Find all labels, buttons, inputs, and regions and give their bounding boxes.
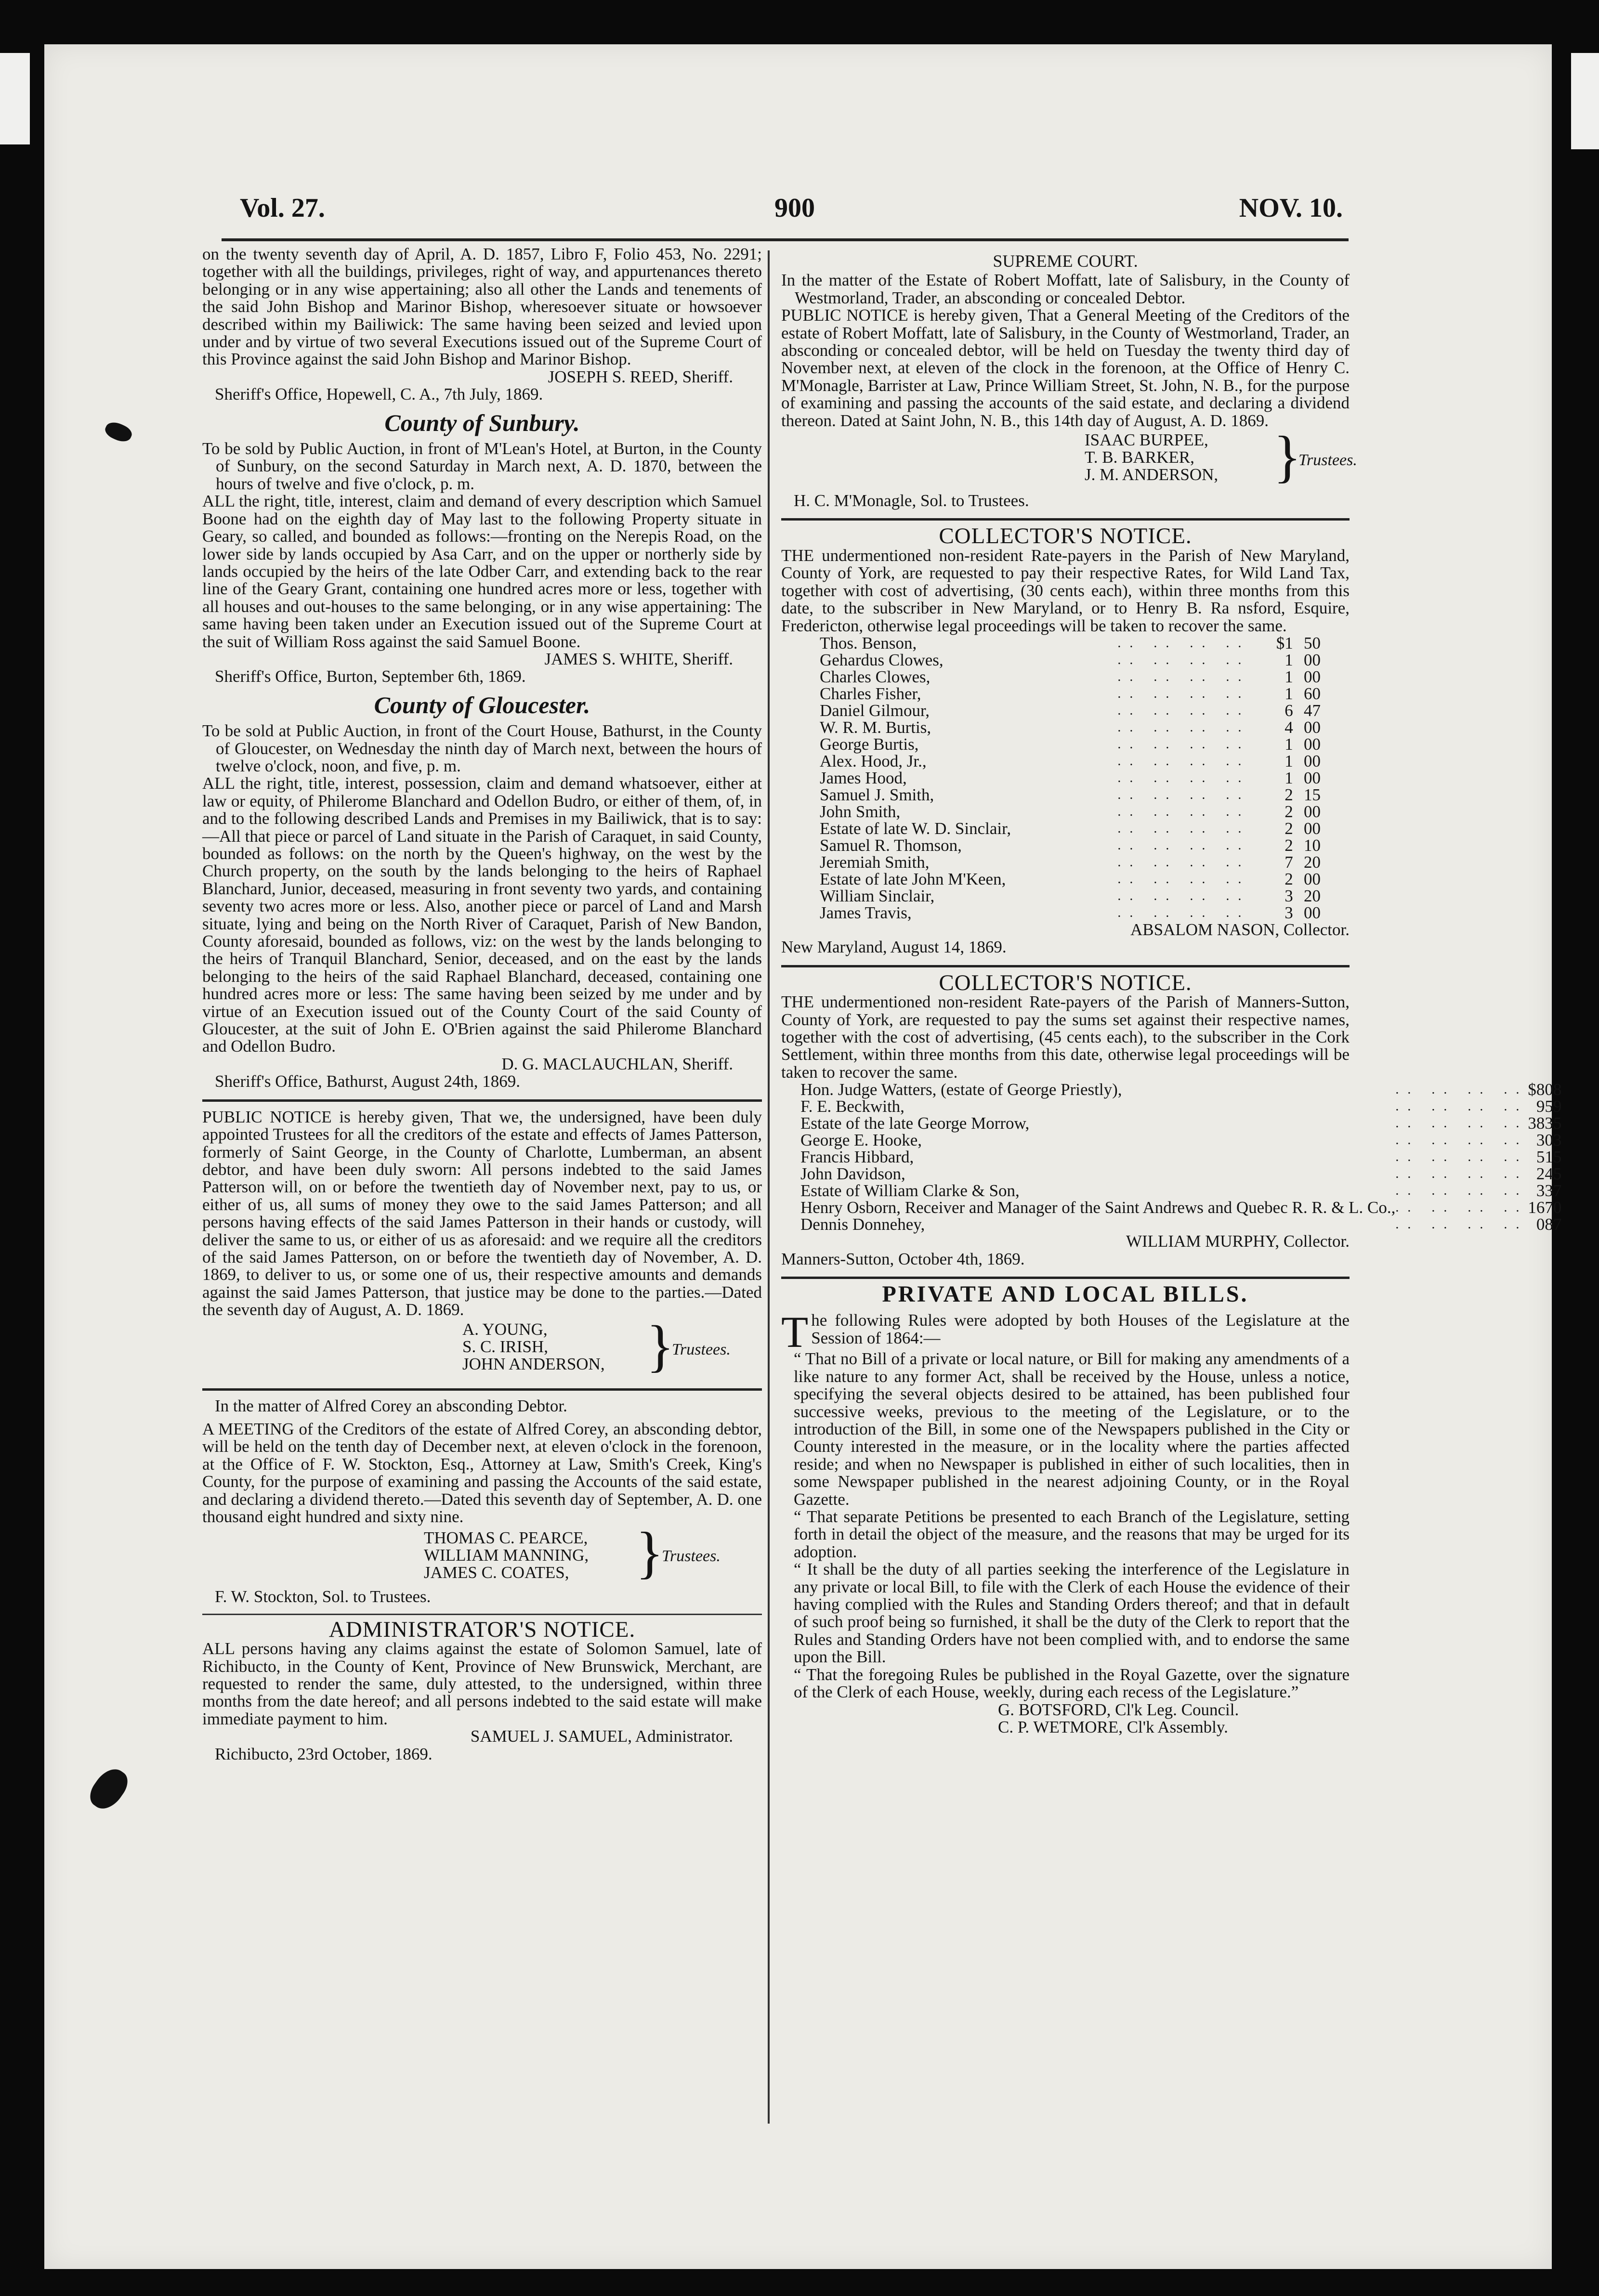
section-rule [781, 1277, 1350, 1279]
left-column [202, 246, 762, 1763]
issue-date: NOV. 10. [1239, 193, 1343, 223]
amount-cents: 00 [1304, 768, 1321, 787]
rate-row [820, 685, 1330, 702]
private-bills-heading: PRIVATE AND LOCAL BILLS. [882, 1281, 1249, 1307]
amount-dollars: 1 [1284, 650, 1293, 669]
brace-glyph: } [636, 1520, 664, 1585]
ratepayer-name: Estate of William Clarke & Son, [800, 1181, 1020, 1200]
supreme-court-title: In the matter of the Estate of Robert Moffatt, late of Salisbury, in the County of Westmorland, Trader, an absconding or concealed Debtor. [781, 271, 1350, 307]
leader-dots: .. .. .. .. [1117, 635, 1250, 651]
amount-dollars: 2 [1284, 819, 1293, 838]
amount-dollars: 2 [1284, 869, 1293, 888]
rate-row [820, 854, 1330, 871]
rate-row [820, 871, 1330, 887]
amount-cents: 03 [1545, 1131, 1562, 1150]
ratepayer-name: Estate of the late George Morrow, [800, 1114, 1030, 1133]
sunbury-office: Sheriff's Office, Burton, September 6th, 1869. [215, 667, 526, 686]
amount-dollars: 2 [1284, 835, 1293, 855]
ratepayer-name: Jeremiah Smith, [820, 852, 930, 872]
administrator-heading: ADMINISTRATOR'S NOTICE. [328, 1617, 636, 1642]
amount-cents: 20 [1304, 886, 1321, 905]
rate-row [820, 904, 1330, 921]
collector-signer: WILLIAM MURPHY, Collector. [1126, 1232, 1350, 1251]
supreme-solicitor: H. C. M'Monagle, Sol. to Trustees. [794, 491, 1029, 510]
private-bills-rule: “ It shall be the duty of all parties seeking the interference of the Legislature in any private or local Bill, to file with the Clerk of each House the evidence of their having complied with the Rules and Standing Orders thereof; and that in default of such proof being so furnished, it shall be the duty of the Clerk to report that the Rules and Standing Orders have not been complied with, and to endorse the same upon the Bill. [794, 1560, 1350, 1667]
supreme-trustees [781, 424, 1357, 490]
rate-row [800, 1081, 1571, 1098]
rate-row [800, 1216, 1571, 1233]
section-rule [202, 1614, 762, 1615]
leader-dots: .. .. .. .. [1395, 1099, 1528, 1114]
private-bills-rule: “ That no Bill of a private or local nature, or Bill for making any amendments of a like nature to any former Act, shall be received by the House, unless a notice, specifying the several objects desired to be attained, has been published four successive weeks, previous to the meeting of the Legislature, or to the introduction of the Bill, in some one of the Newspapers published in the City or County interested in the measure, or in the locality where the parties affected reside; and when no Newspaper is published in either of such localities, then in some Newspaper published in the nearest adjoining County, or in the Royal Gazette. [794, 1349, 1350, 1509]
rate-row [800, 1165, 1571, 1182]
amount-dollars: 3 [1536, 1181, 1545, 1200]
ratepayer-name: Samuel J. Smith, [820, 785, 934, 804]
collector-office: New Maryland, August 14, 1869. [781, 938, 1007, 957]
carryover-signer: JOSEPH S. REED, Sheriff. [548, 367, 733, 386]
leader-dots: .. .. .. .. [1117, 837, 1250, 853]
rate-row [820, 702, 1330, 719]
leader-dots: .. .. .. .. [1395, 1166, 1528, 1182]
collector-office: Manners-Sutton, October 4th, 1869. [781, 1249, 1025, 1268]
trustee-name: J. M. ANDERSON, [1085, 465, 1219, 484]
amount-dollars: 1 [1284, 768, 1293, 787]
amount-cents: 45 [1545, 1164, 1562, 1184]
rate-row [820, 770, 1330, 786]
corey-trustees [202, 1520, 762, 1586]
drop-cap: T [781, 1307, 809, 1357]
ratepayer-name: Francis Hibbard, [800, 1148, 914, 1167]
amount-cents: 20 [1304, 852, 1321, 872]
amount-dollars: 2 [1284, 802, 1293, 821]
leader-dots: .. .. .. .. [1395, 1133, 1528, 1148]
leader-dots: .. .. .. .. [1117, 736, 1250, 752]
ratepayer-name: Samuel R. Thomson, [820, 835, 962, 855]
patterson-trustees [202, 1313, 762, 1380]
ratepayer-name: George Burtis, [820, 734, 919, 754]
amount-dollars: 1 [1284, 734, 1293, 754]
patterson-notice: PUBLIC NOTICE is hereby given, That we, the undersigned, have been duly appointed Trustees for all the creditors of the estate and effects of James Patterson, formerly of Saint George, in the County of Charlotte, Lumberman, an absent debtor, and have been duly sworn: All persons indebted to the said James Patterson will, on or before the twentieth day of November next, pay to us, or either of us, all sums of money they owe to the said James Patterson; and all persons having effects of the said James Patterson in their hands or custody, will deliver the same to us, or either of us as aforesaid: and we require all the creditors of the said James Patterson, on or before the twentieth day of November, A. D. 1869, to deliver to us, or some one of us, their respective amounts and demands against the said James Patterson, that justice may be done to the parties.—Dated the seventh day of August, A. D. 1869. [202, 1107, 762, 1319]
rate-row [800, 1182, 1571, 1199]
rate-row [800, 1098, 1571, 1115]
supreme-court-heading: SUPREME COURT. [993, 251, 1138, 271]
corey-solicitor: F. W. Stockton, Sol. to Trustees. [215, 1587, 431, 1606]
rate-row [820, 753, 1330, 770]
section-rule [202, 1099, 762, 1102]
sunbury-body: ALL the right, title, interest, claim and demand of every description which Samuel Boone had on the eighth day of May last to the following Property situate in Geary, so called, and bounded as follows:—fronting on the Nerepis Road, on the lower side by lands occupied by Asa Carr, and on the upper or northerly side by lands occupied by the heirs of the late Odber Carr, and extending back to the rear line of the Geary Grant, containing one hundred acres more or less, together with all houses and out-houses to the same belonging, or in any wise appertaining: The same having been taken under an Execution issued out of the Supreme Court at the suit of William Ross against the said Samuel Boone. [202, 492, 762, 651]
leader-dots: .. .. .. .. [1117, 821, 1250, 836]
leader-dots: .. .. .. .. [1117, 686, 1250, 701]
amount-cents: 47 [1304, 701, 1321, 720]
amount-dollars: $8 [1528, 1080, 1545, 1099]
sunbury-intro: To be sold by Public Auction, in front of M'Lean's Hotel, at Burton, in the County of Sunbury, on the second Saturday in March next, A. D. 1870, between the hours of twelve and five o'clock, p. m. [202, 439, 762, 493]
clerk-signer: C. P. WETMORE, Cl'k Assembly. [998, 1717, 1228, 1736]
leader-dots: .. .. .. .. [1117, 669, 1250, 684]
amount-dollars: 4 [1284, 718, 1293, 737]
collector-heading: COLLECTOR'S NOTICE. [939, 970, 1192, 995]
amount-dollars: 7 [1284, 852, 1293, 872]
section-rule [202, 1388, 762, 1391]
trustee-name: WILLIAM MANNING, [424, 1546, 589, 1565]
ratepayer-name: F. E. Beckwith, [800, 1097, 904, 1116]
gloucester-heading: County of Gloucester. [374, 691, 590, 718]
amount-cents: 10 [1304, 835, 1321, 855]
trustee-name: THOMAS C. PEARCE, [424, 1528, 588, 1548]
rate-row [820, 736, 1330, 753]
carryover-text: on the twenty seventh day of April, A. D. 1857, Libro F, Folio 453, No. 2291; together with all the buildings, privileges, right of way, and appurtenances thereto belonging or in any wise appertaining; also all other the Lands and tenements of the said John Bishop and Marinor Bishop, wheresoever situate or howsoever described within my Bailiwick: The same having been seized and levied upon under and by virtue of two several Executions issued out of the Supreme Court of this Province against the said John Bishop and Marinor Bishop. [202, 245, 762, 369]
gloucester-intro: To be sold at Public Auction, in front of the Court House, Bathurst, in the County of Gloucester, on Wednesday the ninth day of March next, between the hours of twelve o'clock, noon, and five, p. m. [202, 721, 762, 775]
rate-row [800, 1199, 1571, 1216]
leader-dots: .. .. .. .. [1117, 854, 1250, 870]
amount-dollars: 9 [1536, 1097, 1545, 1116]
clerk-signer: G. BOTSFORD, Cl'k Leg. Council. [998, 1700, 1239, 1719]
leader-dots: .. .. .. .. [1395, 1116, 1528, 1131]
rate-row [820, 837, 1330, 854]
trustee-name: ISAAC BURPEE, [1085, 430, 1208, 450]
trustee-name: T. B. BARKER, [1085, 448, 1194, 467]
collector-signer: ABSALOM NASON, Collector. [1130, 920, 1350, 939]
ratepayer-name: W. R. M. Burtis, [820, 718, 931, 737]
page-edge-tab-left [0, 53, 30, 144]
trustees-label: Trustees. [672, 1340, 731, 1358]
amount-dollars: 5 [1536, 1148, 1545, 1167]
collector-heading: COLLECTOR'S NOTICE. [939, 523, 1192, 549]
section-rule [781, 518, 1350, 521]
volume-label: Vol. 27. [240, 193, 325, 223]
amount-dollars: 3 [1284, 886, 1293, 905]
collector-notice: THE undermentioned non-resident Rate-payers of the Parish of Manners-Sutton, County of York, are requested to pay the sums set against their respective names, together with the cost of advertising, (45 cents each), to the subscriber in the Cork Settlement, within three months from this date, otherwise legal proceedings will be taken to recover the same. [781, 992, 1350, 1082]
header-rule [222, 238, 1349, 241]
amount-cents: 50 [1304, 633, 1321, 652]
ratepayer-name: James Hood, [820, 768, 907, 787]
amount-cents: 08 [1545, 1080, 1562, 1099]
leader-dots: .. .. .. .. [1395, 1217, 1528, 1232]
amount-cents: 87 [1545, 1215, 1562, 1234]
leader-dots: .. .. .. .. [1395, 1200, 1528, 1215]
intro-text: he following Rules were adopted by both Houses of the Legislature at the Session of 1864:— [811, 1311, 1350, 1347]
trustee-name: S. C. IRISH, [462, 1337, 548, 1356]
ratepayer-name: Henry Osborn, Receiver and Manager of the Saint Andrews and Quebec R. R. & L. Co., [800, 1198, 1396, 1217]
amount-cents: 60 [1304, 684, 1321, 703]
amount-dollars: 2 [1536, 1164, 1545, 1184]
rate-row [800, 1115, 1571, 1132]
amount-cents: 00 [1304, 802, 1321, 821]
ratepayer-name: Estate of late John M'Keen, [820, 869, 1006, 888]
amount-dollars: 1 [1284, 684, 1293, 703]
rate-row [820, 635, 1330, 652]
leader-dots: .. .. .. .. [1117, 888, 1250, 903]
private-bills-rule: “ That the foregoing Rules be published in the Royal Gazette, over the signature of the Clerk of each House, weekly, during each recess of the Legislature.” [794, 1665, 1350, 1702]
amount-cents: 59 [1545, 1097, 1562, 1116]
amount-dollars: 0 [1536, 1215, 1545, 1234]
rate-row [800, 1132, 1571, 1148]
rate-row [820, 786, 1330, 803]
gloucester-body: ALL the right, title, interest, possession, claim and demand whatsoever, either at law or equity, of Philerome Blanchard and Odellon Budro, or either of them, of, in and to the following described Lands and Premises in my Bailiwick, that is to say:—All that piece or parcel of Land situate in the Parish of Caraquet, in said County, bounded as follows: on the north by the Queen's highway, on the west by the Church property, on the south by the lands belonging to the heirs of Raphael Blanchard, Junior, deceased, measuring in front seventy two yards, and containing seventy two acres more or less. Also, another piece or parcel of Land and Marsh situate, lying and being on the North River of Caraquet, Parish of New Bandon, County aforesaid, bounded as follows, viz: on the west by the lands belonging to the heirs of Tranquil Blanchard, Senior, deceased, and on the east by the lands belonging to the heirs of the said Raphael Blanchard, deceased, containing one hundred acres more or less: The same having been seized by me under and by virtue of an Execution issued out of the County Court of the said County of Gloucester, at the suit of John E. O'Brien against the said Philerome Blanchard and Odellon Budro. [202, 774, 762, 1056]
corey-notice: A MEETING of the Creditors of the estate of Alfred Corey, an absconding debtor, will be held on the tenth day of December next, at eleven o'clock in the forenoon, at the Office of F. W. Stockton, Esq., Attorney at Law, Smith's Creek, King's County, for the purpose of examining and passing the Accounts of the said estate, and declaring a dividend thereto.—Dated this seventh day of September, A. D. one thousand eight hundred and sixty nine. [202, 1419, 762, 1526]
ratepayer-name: Alex. Hood, Jr., [820, 751, 927, 770]
section-rule [781, 965, 1350, 967]
amount-dollars: 1 [1284, 751, 1293, 770]
leader-dots: .. .. .. .. [1117, 719, 1250, 735]
leader-dots: .. .. .. .. [1117, 871, 1250, 887]
trustee-name: A. YOUNG, [462, 1319, 548, 1339]
supreme-court-notice: PUBLIC NOTICE is hereby given, That a General Meeting of the Creditors of the estate of Robert Moffatt, late of Salisbury, in the County of Westmorland, Trader, an absconding or concealed debtor, will be held on Tuesday the twenty third day of November next, at eleven of the clock in the forenoon, at the Office of Henry C. M'Monagle, Barrister at Law, Prince William Street, St. John, N. B., for the purpose of examining and passing the accounts of the said estate, and declaring a dividend thereon. Dated at Saint John, N. B., this 14th day of August, A. D. 1869. [781, 306, 1350, 430]
amount-cents: 00 [1304, 903, 1321, 922]
ratepayer-name: Thos. Benson, [820, 633, 917, 652]
leader-dots: .. .. .. .. [1117, 905, 1250, 920]
amount-cents: 00 [1304, 718, 1321, 737]
ratepayer-name: Estate of late W. D. Sinclair, [820, 819, 1011, 838]
amount-dollars: 38 [1528, 1114, 1545, 1133]
rate-table [820, 635, 1330, 921]
leader-dots: .. .. .. .. [1117, 652, 1250, 667]
sunbury-signer: JAMES S. WHITE, Sheriff. [544, 649, 733, 668]
amount-dollars: $1 [1276, 633, 1293, 652]
administrator-notice: ALL persons having any claims against the estate of Solomon Samuel, late of Richibucto, in the County of Kent, Province of New Brunswick, Merchant, are requested to render the same, duly attested, to the undersigned, within three months from the date hereof; and all persons indebted to the said estate will make immediate payment to him. [202, 1639, 762, 1728]
amount-cents: 00 [1304, 667, 1321, 686]
gloucester-signer: D. G. MACLAUCHLAN, Sheriff. [501, 1054, 733, 1073]
ratepayer-name: John Davidson, [800, 1164, 905, 1184]
trustees-label: Trustees. [1298, 451, 1357, 470]
page-header [192, 193, 1343, 236]
administrator-office: Richibucto, 23rd October, 1869. [215, 1744, 433, 1763]
column-rule [768, 250, 770, 2124]
gloucester-office: Sheriff's Office, Bathurst, August 24th, 1869. [215, 1072, 520, 1091]
amount-cents: 37 [1545, 1181, 1562, 1200]
carryover-office: Sheriff's Office, Hopewell, C. A., 7th July, 1869. [215, 385, 543, 404]
administrator-signer: SAMUEL J. SAMUEL, Administrator. [470, 1727, 733, 1746]
ratepayer-name: Charles Clowes, [820, 667, 931, 686]
right-column [781, 250, 1562, 1736]
leader-dots: .. .. .. .. [1117, 770, 1250, 785]
page-number: 900 [774, 193, 815, 223]
amount-cents: 15 [1545, 1148, 1562, 1167]
ratepayer-name: Charles Fisher, [820, 684, 921, 703]
amount-dollars: 6 [1284, 701, 1293, 720]
ratepayer-name: Dennis Donnehey, [800, 1215, 925, 1234]
amount-cents: 70 [1545, 1198, 1562, 1217]
private-bills-rule: “ That separate Petitions be presented to each Branch of the Legislature, setting forth in detail the object of the measure, and the reasons that may be urged for its adoption. [794, 1507, 1350, 1561]
collector-notice: THE undermentioned non-resident Rate-payers in the Parish of New Maryland, County of York, are requested to pay their respective Rates, for Wild Land Tax, together with cost of advertising, (30 cents each), within three months from this date, to the subscriber in New Maryland, or to Henry B. Ra nsford, Esquire, Fredericton, otherwise legal proceedings will be taken to recover the same. [781, 546, 1350, 635]
trustees-label: Trustees. [662, 1547, 721, 1565]
amount-cents: 00 [1304, 869, 1321, 888]
private-bills-intro [781, 1307, 1350, 1357]
trustee-name: JOHN ANDERSON, [462, 1354, 605, 1373]
ratepayer-name: Gehardus Clowes, [820, 650, 944, 669]
amount-cents: 00 [1304, 819, 1321, 838]
rate-row [820, 887, 1330, 904]
page-edge-tab-right [1571, 53, 1599, 149]
leader-dots: .. .. .. .. [1117, 787, 1250, 802]
ratepayer-name: James Travis, [820, 903, 912, 922]
rate-row [820, 820, 1330, 837]
amount-dollars: 2 [1284, 785, 1293, 804]
amount-cents: 15 [1304, 785, 1321, 804]
ratepayer-name: William Sinclair, [820, 886, 935, 905]
amount-cents: 00 [1304, 650, 1321, 669]
amount-dollars: 16 [1528, 1198, 1545, 1217]
ratepayer-name: George E. Hooke, [800, 1131, 922, 1150]
amount-dollars: 3 [1536, 1131, 1545, 1150]
rate-row [800, 1148, 1571, 1165]
rate-row [820, 803, 1330, 820]
leader-dots: .. .. .. .. [1395, 1149, 1528, 1165]
leader-dots: .. .. .. .. [1395, 1183, 1528, 1199]
rate-row [820, 652, 1330, 668]
amount-dollars: 3 [1284, 903, 1293, 922]
brace-glyph: } [1273, 424, 1301, 489]
trustee-name: JAMES C. COATES, [424, 1563, 569, 1582]
amount-cents: 35 [1545, 1114, 1562, 1133]
rate-row [820, 719, 1330, 736]
sunbury-heading: County of Sunbury. [384, 409, 580, 436]
amount-cents: 00 [1304, 751, 1321, 770]
leader-dots: .. .. .. .. [1117, 703, 1250, 718]
ratepayer-name: John Smith, [820, 802, 901, 821]
leader-dots: .. .. .. .. [1117, 804, 1250, 819]
brace-glyph: } [646, 1313, 674, 1378]
amount-cents: 00 [1304, 734, 1321, 754]
leader-dots: .. .. .. .. [1117, 753, 1250, 769]
amount-dollars: 1 [1284, 667, 1293, 686]
corey-title: In the matter of Alfred Corey an absconding Debtor. [215, 1396, 567, 1415]
rate-table [800, 1081, 1571, 1233]
leader-dots: .. .. .. .. [1395, 1082, 1528, 1097]
ratepayer-name: Hon. Judge Watters, (estate of George Priestly), [800, 1080, 1122, 1099]
ratepayer-name: Daniel Gilmour, [820, 701, 930, 720]
rate-row [820, 668, 1330, 685]
